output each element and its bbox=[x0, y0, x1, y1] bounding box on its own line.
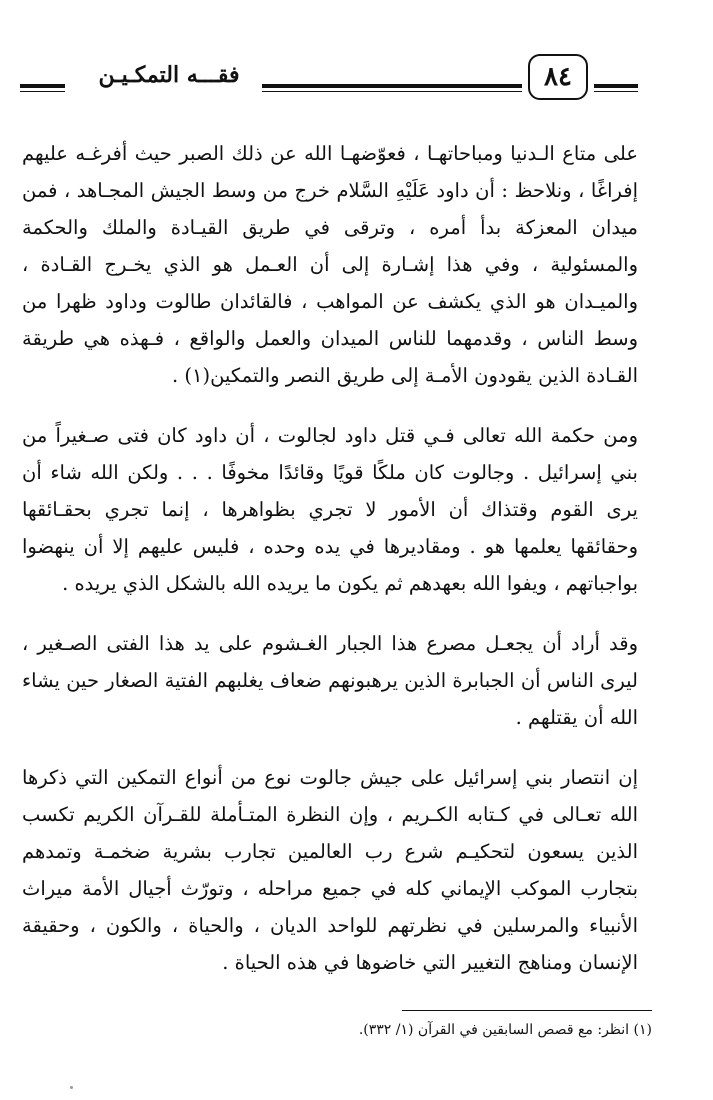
running-title: فقـــه التمكـيـن bbox=[98, 62, 240, 88]
paragraph: وقد أراد أن يجعـل مصرع هذا الجبار الغـشوم على يد هذا الفتى الصـغير ، ليرى الناس أن الجبابرة الذين يرهبونهم ضعاف يغلبهم الفتية الصغار حين يشاء الله أن يقتلهم . bbox=[22, 632, 638, 729]
paragraph: ومن حكمة الله تعالى فـي قتل داود لجالوت ، أن داود كان فتى صـغيراً من بني إسرائيل . وجالوت كان ملكًا قويًا وقائدًا مخوفًا . . . ولكن الله شاء أن يرى القوم وقتذاك أن الأمور لا تجري بظواهرها ، إنما تجري بحقـائقها وحقائقها يعلمها هو . ومقاديرها في يده وحده ، فليس عليهم إلا أن ينهضوا بواجباتهم ، ويفوا الله بعهدهم ثم يكون ما يريده الله بالشكل الذي يريده . bbox=[22, 424, 638, 595]
header-rule-left bbox=[20, 84, 65, 88]
header-rule-right bbox=[594, 84, 638, 88]
header-rule-left-thin bbox=[20, 91, 65, 92]
header-rule-right-thin bbox=[594, 91, 638, 92]
page-header bbox=[0, 40, 713, 120]
body-text bbox=[22, 135, 638, 981]
paragraph: إن انتصار بني إسرائيل على جيش جالوت نوع من أنواع التمكين التي ذكرها الله تعـالى في كـتابه الكـريم ، وإن النظرة المتـأملة للقـرآن الكريم تكسب الذين يسعون لتحكيـم شرع رب العالمين تجارب بشرية ضخمـة وتمدهم بتجارب الموكب الإيماني كله في جميع مراحله ، وتورّث أجيال الأمة ميراث الأنبياء والمرسلين في نظرتهم للواحد الديان ، والحياة ، والكون ، وحقيقة الإنسان ومناهج التغيير التي خاضوها في هذه الحياة . bbox=[22, 766, 638, 974]
paragraph: على متاع الـدنيا ومباحاتهـا ، فعوّضهـا الله عن ذلك الصبر حيث أفرغـه عليهم إفراغًا ، ونلاحظ : أن داود عَلَيْهِ السَّلام خرج من وسط الجيش المجـاهد ، فمن ميدان المعزكة بدأ أمره ، وترقى في طريق القيـادة والملك والحكمة والمسئولية ، وفي هذا إشـارة إلى أن العـمل هو الذي يخـرج القـادة ، والميـدان هو الذي يكشف عن المواهب ، فالقائدان طالوت وداود ظهرا من وسط الناس ، وقدمهما للناس الميدان والعمل والواقع ، فـهذه هي طريقة القـادة الذين يقودون الأمـة إلى طريق النصر والتمكين(١) . bbox=[22, 142, 638, 387]
footnote: (١) انظر: مع قصص السابقين في القرآن (١/ ٣٣٢). bbox=[358, 1022, 652, 1038]
scan-speck bbox=[70, 1086, 73, 1089]
footnote-divider bbox=[402, 1010, 652, 1011]
header-rule-middle-thin bbox=[262, 91, 522, 92]
header-rule-middle bbox=[262, 84, 522, 88]
page-number-badge: ٨٤ bbox=[528, 54, 588, 100]
